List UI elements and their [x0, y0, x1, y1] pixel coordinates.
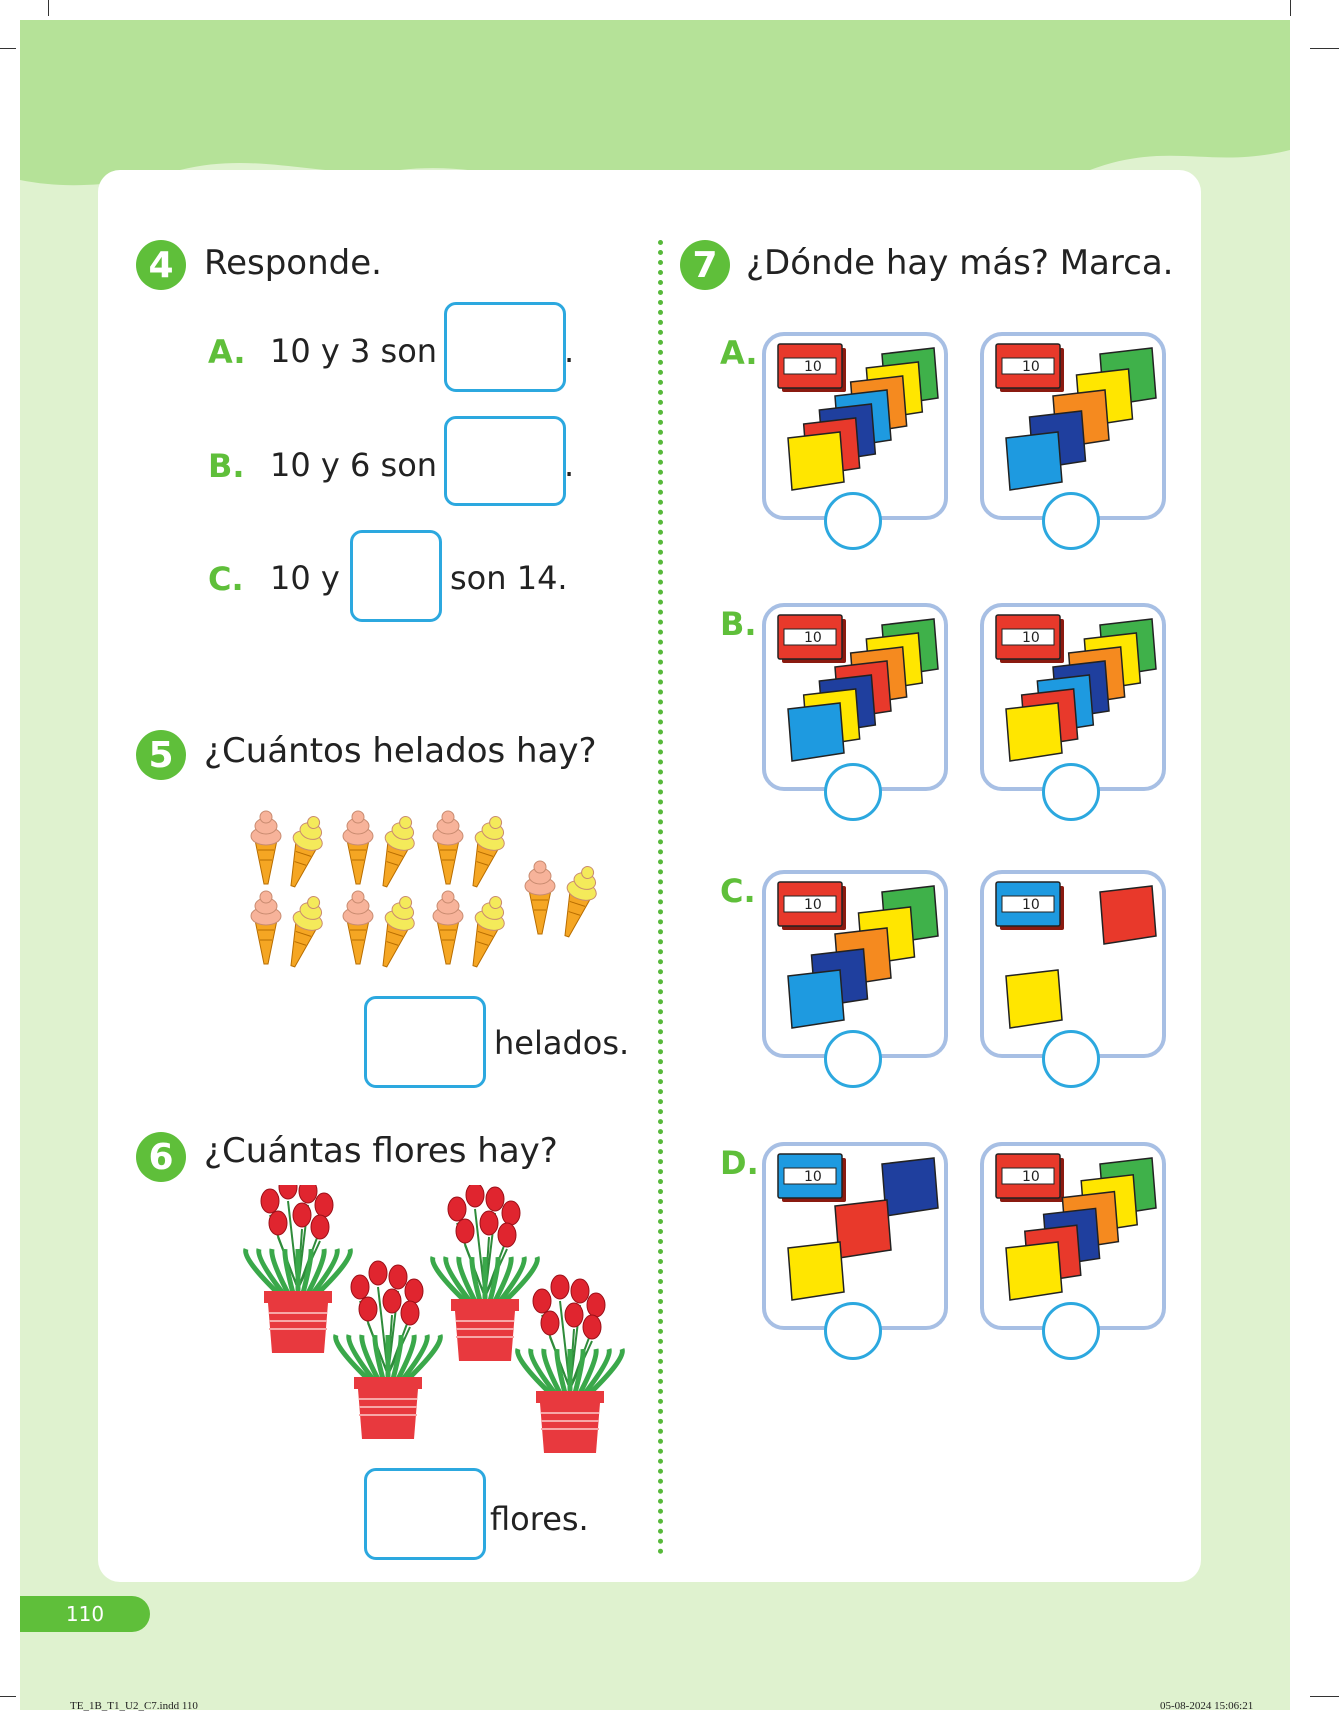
q4-item-a-period: . [564, 332, 575, 370]
q4-item-a-answer-box[interactable] [444, 302, 566, 392]
ten-block [996, 615, 1064, 663]
one-square [1006, 703, 1062, 761]
tens-and-ones-illustration [766, 1146, 944, 1326]
flower-pot [246, 1185, 351, 1353]
q7-row-label: C. [720, 872, 756, 910]
icecream-pair [525, 861, 604, 941]
footer-timestamp: 05-08-2024 15:06:21 [1160, 1700, 1254, 1712]
ten-block [778, 1154, 846, 1202]
question-4-number: 4 [136, 240, 186, 290]
q7-mark-circle[interactable] [824, 1302, 882, 1360]
icecream-group [250, 808, 620, 986]
ten-block-label: 10 [1022, 359, 1040, 375]
q6-answer-box[interactable] [364, 1468, 486, 1560]
q7-mark-circle[interactable] [824, 1030, 882, 1088]
page-number: 110 [20, 1596, 150, 1632]
one-square [788, 432, 844, 490]
one-square [788, 970, 844, 1028]
q6-unit: flores. [490, 1500, 589, 1538]
crop-mark [0, 48, 16, 49]
icecream-pair [343, 811, 422, 891]
tens-and-ones-illustration [766, 607, 944, 787]
flower-pot [433, 1185, 538, 1361]
q4-item-c-text: 10 y [270, 559, 340, 597]
flower-pot [518, 1275, 623, 1453]
flower-pot [336, 1261, 441, 1439]
crop-mark [0, 1696, 16, 1697]
ten-block-label: 10 [804, 1169, 822, 1185]
q7-row-label: B. [720, 605, 757, 643]
tens-and-ones-illustration [984, 874, 1162, 1054]
q7-mark-circle[interactable] [1042, 1030, 1100, 1088]
tens-and-ones-illustration [984, 336, 1162, 516]
icecream-pair [433, 811, 512, 891]
ten-block-label: 10 [804, 630, 822, 646]
q7-mark-circle[interactable] [824, 492, 882, 550]
question-6-number: 6 [136, 1132, 186, 1182]
ten-block-label: 10 [804, 359, 822, 375]
crop-mark [1310, 1696, 1339, 1697]
one-square [1100, 886, 1156, 944]
ten-block-label: 10 [1022, 630, 1040, 646]
crop-mark [48, 0, 49, 16]
q4-item-b-label: B. [208, 447, 245, 485]
q4-item-a-label: A. [208, 333, 246, 371]
q7-row-label: A. [720, 334, 758, 372]
ten-block-label: 10 [804, 897, 822, 913]
question-5-title: ¿Cuántos helados hay? [204, 731, 597, 771]
q7-mark-circle[interactable] [1042, 492, 1100, 550]
q7-row-label: D. [720, 1144, 759, 1182]
ten-block [996, 344, 1064, 392]
one-square [1006, 432, 1062, 490]
one-square [1006, 1242, 1062, 1300]
footer-file: TE_1B_T1_U2_C7.indd 110 [70, 1700, 198, 1712]
question-4-title: Responde. [204, 243, 382, 283]
tens-and-ones-illustration [766, 336, 944, 516]
question-7-number: 7 [680, 240, 730, 290]
q7-mark-circle[interactable] [1042, 763, 1100, 821]
ten-block [996, 882, 1064, 930]
ten-block [778, 344, 846, 392]
tens-and-ones-illustration [766, 874, 944, 1054]
one-square [1006, 970, 1062, 1028]
ten-block [778, 882, 846, 930]
q4-item-c-answer-box[interactable] [350, 530, 442, 622]
q7-mark-circle[interactable] [1042, 1302, 1100, 1360]
q4-item-a-text: 10 y 3 son [270, 332, 438, 370]
q4-item-b-period: . [564, 446, 575, 484]
one-square [788, 703, 844, 761]
icecream-pair [433, 891, 512, 971]
icecream-pair [251, 891, 330, 971]
ten-block [996, 1154, 1064, 1202]
q4-item-c-label: C. [208, 560, 244, 598]
icecream-pair [251, 811, 330, 891]
crop-mark [1290, 0, 1291, 16]
one-square [882, 1158, 938, 1216]
tens-and-ones-illustration [984, 1146, 1162, 1326]
q4-item-c-suffix: son 14. [450, 559, 568, 597]
q4-item-b-answer-box[interactable] [444, 416, 566, 506]
q4-item-b-text: 10 y 6 son [270, 446, 438, 484]
one-square [835, 1200, 891, 1258]
one-square [788, 1242, 844, 1300]
ten-block-label: 10 [1022, 897, 1040, 913]
question-5-number: 5 [136, 730, 186, 780]
q5-answer-box[interactable] [364, 996, 486, 1088]
crop-mark [1310, 48, 1339, 49]
q5-unit: helados. [494, 1024, 630, 1062]
question-7-title: ¿Dónde hay más? Marca. [746, 243, 1174, 283]
ten-block-label: 10 [1022, 1169, 1040, 1185]
q7-mark-circle[interactable] [824, 763, 882, 821]
column-divider [658, 240, 663, 1555]
question-6-title: ¿Cuántas flores hay? [204, 1131, 558, 1171]
flower-pot-group [240, 1185, 640, 1455]
tens-and-ones-illustration [984, 607, 1162, 787]
ten-block [778, 615, 846, 663]
icecream-pair [343, 891, 422, 971]
